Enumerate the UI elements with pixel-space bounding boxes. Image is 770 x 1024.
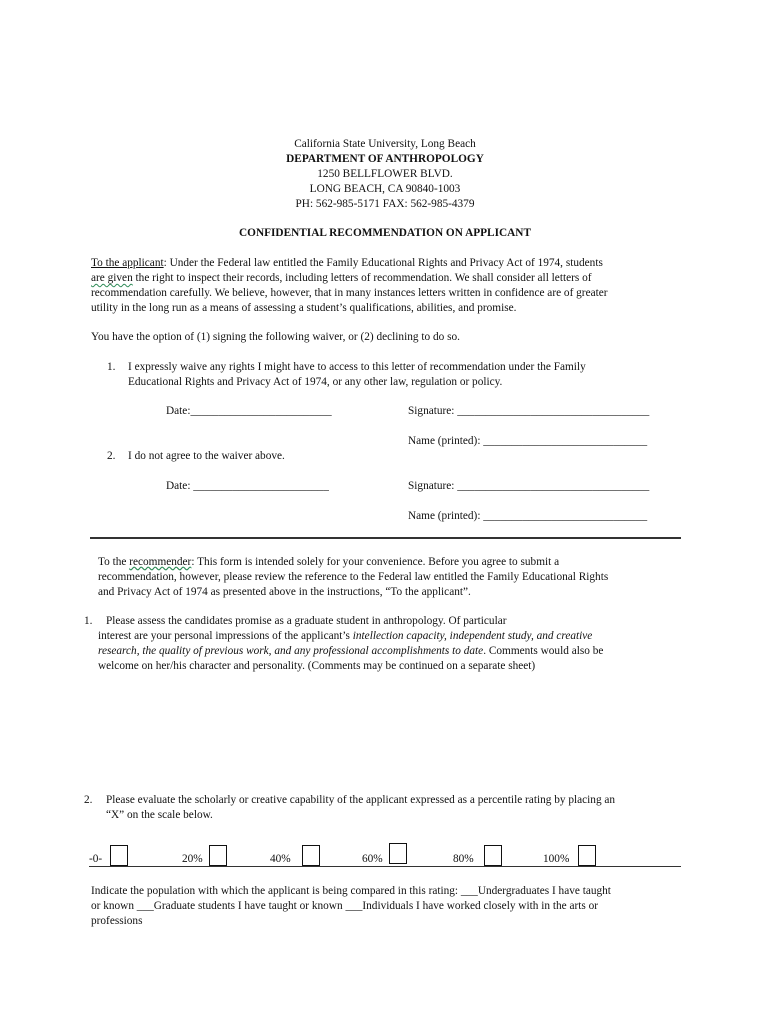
scale-checkbox-20[interactable] <box>209 845 227 866</box>
waiver-item-2-number: 2. <box>107 450 116 462</box>
population-line-2: or known ___Graduate students I have taught or known ___Individuals I have worked closely with in the arts or <box>91 900 598 912</box>
section-divider <box>90 537 681 539</box>
date-field-1[interactable]: Date:_________________________ <box>166 405 332 417</box>
scale-checkbox-40[interactable] <box>302 845 320 866</box>
signature-field-2[interactable]: Signature: __________________________________ <box>408 480 650 492</box>
name-printed-field-2[interactable]: Name (printed): _____________________________ <box>408 510 648 522</box>
question-1-line-3: research, the quality of previous work, and any professional accomplishments to date. Comments would also be <box>98 645 604 657</box>
are-given-text: are given <box>91 272 133 284</box>
scale-label-100: 100% <box>543 853 570 865</box>
name-printed-field-1[interactable]: Name (printed): _____________________________ <box>408 435 648 447</box>
question-1-number: 1. <box>84 615 93 627</box>
question-1-line-1: Please assess the candidates promise as a graduate student in anthropology. Of particular <box>106 615 507 627</box>
scale-checkbox-0[interactable] <box>110 845 128 866</box>
recommender-paragraph-line-3: and Privacy Act of 1974 as presented above in the instructions, “To the applicant”. <box>98 586 471 598</box>
scale-checkbox-80[interactable] <box>484 845 502 866</box>
recommender-lead: recommender <box>129 556 192 568</box>
waiver-item-1-line-1: I expressly waive any rights I might have to access to this letter of recommendation under the Family <box>128 361 586 373</box>
question-2-number: 2. <box>84 794 93 806</box>
address-line-2: LONG BEACH, CA 90840-1003 <box>309 183 461 195</box>
scale-checkbox-100[interactable] <box>578 845 596 866</box>
signature-field-1[interactable]: Signature: __________________________________ <box>408 405 650 417</box>
address-line-1: 1250 BELLFLOWER BLVD. <box>317 168 453 180</box>
waiver-item-1-line-2: Educational Rights and Privacy Act of 1974, or any other law, regulation or policy. <box>128 376 503 388</box>
form-title: CONFIDENTIAL RECOMMENDATION ON APPLICANT <box>239 227 531 239</box>
waiver-item-2-text: I do not agree to the waiver above. <box>128 450 285 462</box>
department-name: DEPARTMENT OF ANTHROPOLOGY <box>286 153 484 165</box>
applicant-lead: To the applicant <box>91 257 164 269</box>
question-2-line-2: “X” on the scale below. <box>106 809 213 821</box>
university-name: California State University, Long Beach <box>294 138 476 150</box>
scale-label-0: -0- <box>89 853 103 865</box>
applicant-paragraph-line-1: To the applicant: Under the Federal law entitled the Family Educational Rights and Privacy Act of 1974, students <box>91 257 603 269</box>
question-1-line-2: interest are your personal impressions of the applicant’s intellection capacity, independent study, and creative <box>98 630 593 642</box>
scale-label-60: 60% <box>362 853 383 865</box>
applicant-paragraph-line-2: are given the right to inspect their records, including letters of recommendation. We shall consider all letters of <box>91 272 592 284</box>
waiver-item-1-number: 1. <box>107 361 116 373</box>
phone-fax: PH: 562-985-5171 FAX: 562-985-4379 <box>295 198 475 210</box>
question-1-line-4: welcome on her/his character and personality. (Comments may be continued on a separate sheet) <box>98 660 536 672</box>
option-text: You have the option of (1) signing the following waiver, or (2) declining to do so. <box>91 331 460 343</box>
scale-line <box>89 866 681 867</box>
scale-label-80: 80% <box>453 853 474 865</box>
population-line-1: Indicate the population with which the applicant is being compared in this rating: ___Undergraduates I have taught <box>91 885 611 897</box>
question-2-line-1: Please evaluate the scholarly or creative capability of the applicant expressed as a percentile rating by placing an <box>106 794 616 806</box>
date-field-2[interactable]: Date: ________________________ <box>166 480 329 492</box>
scale-label-40: 40% <box>270 853 291 865</box>
population-line-3: professions <box>91 915 143 927</box>
recommender-paragraph-line-1: To the recommender: This form is intended solely for your convenience. Before you agree to submit a <box>98 556 560 568</box>
scale-label-20: 20% <box>182 853 203 865</box>
recommender-paragraph-line-2: recommendation, however, please review the reference to the Federal law entitled the Family Educational Rights <box>98 571 609 583</box>
scale-checkbox-60[interactable] <box>389 843 407 864</box>
applicant-paragraph-line-3: recommendation carefully. We believe, however, that in many instances letters written in confidence are of greater <box>91 287 608 299</box>
applicant-paragraph-line-4: utility in the long run as a means of assessing a student’s qualifications, abilities, and promise. <box>91 302 517 314</box>
